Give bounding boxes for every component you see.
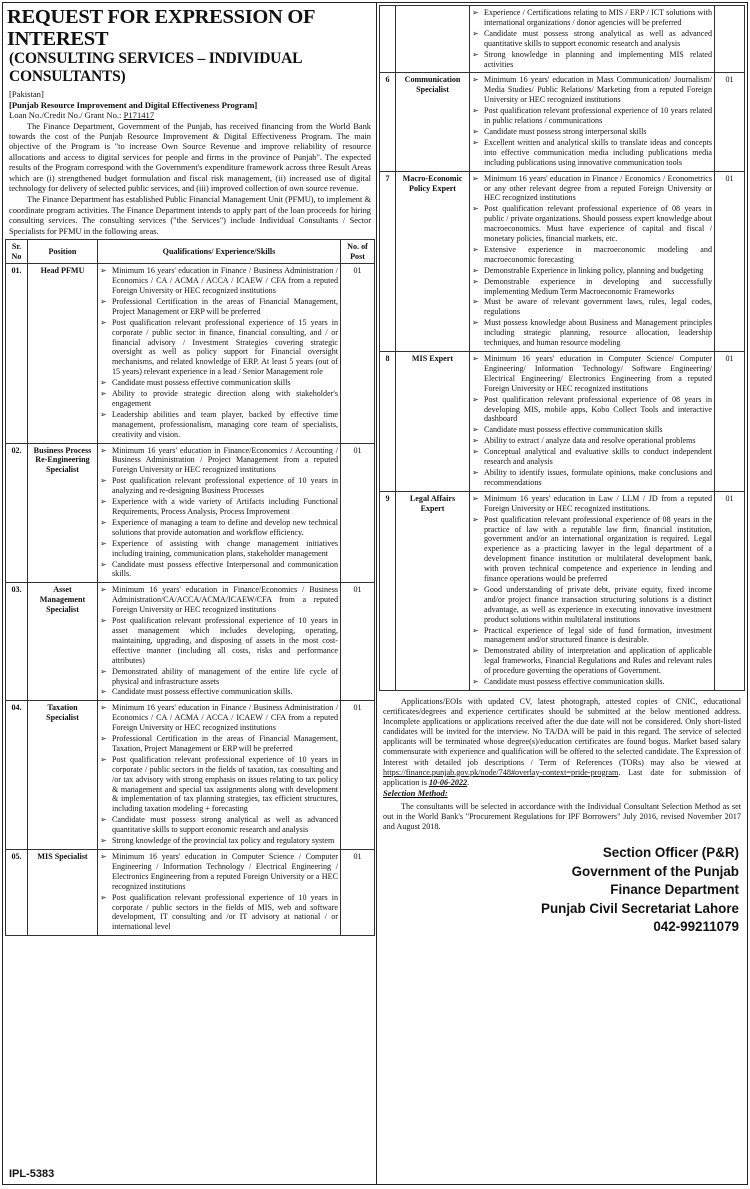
advertisement-page (2, 2, 748, 1185)
row-position: Business Process Re-Engineering Specialist (28, 443, 98, 583)
qualification-item: ➢ Ability to identify issues, formulate opinions, make conclusions and recommendations (472, 468, 712, 488)
qualification-item: ➢ Candidate must possess strong analytical as well as advanced quantitative skills to support economic research and analysis (100, 815, 338, 835)
row-posts (715, 6, 745, 73)
qualification-list (472, 8, 712, 69)
qualification-item: ➢ Experience with a wide variety of Artifacts including Functional Requirements, Process Analysis, Process Improvement (100, 497, 338, 517)
qualification-item: ➢ Post qualification relevant professional experience of 15 years in corporate / public sector in finance, financial consulting, and / or financial advisory / Investment Strategies covering strategic oversight as well as policy support for Financial oversight mechanisms, and related knowledge of ERP. At least 5 years (out of 15 years) relevant experience in a lead / Senior Management role (100, 318, 338, 377)
qualification-list (100, 266, 338, 439)
qualification-item: ➢ Minimum 16 years' education in Finance/Economics / Accounting / Business Administration / Project Management from a reputed Foreign University or HEC recognized institutions (100, 446, 338, 476)
right-column (379, 5, 745, 1182)
qualification-list (100, 585, 338, 697)
header-position: Position (28, 239, 98, 263)
row-sr: 8 (380, 352, 396, 492)
row-sr: 04. (6, 701, 28, 850)
qualification-list (100, 852, 338, 932)
qualification-item: ➢ Must possess knowledge about Business and Management principles including strategic planning, resource allocation, leadership techniques, and human resource modeling (472, 318, 712, 348)
row-sr: 7 (380, 171, 396, 351)
row-posts: 01 (341, 264, 375, 443)
row-sr: 05. (6, 850, 28, 936)
row-position: Communication Specialist (396, 73, 470, 171)
intro-paragraph-1: The Finance Department, Government of the Punjab, has received financing from the World Bank towards the cost of the Punjab Resource Improvement & Digital Effectiveness Program. The main objective of the Program is "to increase Own Source Revenue and improve reliability of resource allocations and access to digital services for people and firms in the province of Punjab". The expected results of the Program correspond with the Government's expenditure framework across three Result Areas which are (i) strengthened budget formulation and fiscal risk management, (ii) increased use of digital technology for delivery of selected public services, and (iii) improved collection of own source revenue. (9, 121, 371, 193)
row-position: Head PFMU (28, 264, 98, 443)
qualification-item: ➢ Candidate must possess effective communication skills (100, 378, 338, 388)
loan-line (9, 110, 371, 121)
positions-table-left (5, 239, 375, 936)
row-position: Macro-Economic Policy Expert (396, 171, 470, 351)
qualification-item: ➢ Candidate must possess effective communication skills. (472, 677, 712, 687)
table-row (6, 583, 375, 701)
qualification-item: ➢ Post qualification relevant professional experience of 10 years in corporate / public sectors in the fields of taxation, tax consulting and /or tax advisory with strong emphasis on issues relating to tax policy & management and special tax assignments along with development & implementation of tax planning strategies, tax efficient structures, including taxation modeling + forecasting (100, 755, 338, 814)
row-posts: 01 (341, 701, 375, 850)
row-position (396, 6, 470, 73)
qualification-item: ➢ Conceptual analytical and evaluative skills to conduct independent research and analysis (472, 447, 712, 467)
row-qualifications (98, 264, 341, 443)
application-instructions: Applications/EOIs with updated CV, latest photograph, attested copies of CNIC, educational certificates/degrees and experience certificates should be submitted at the below mentioned address. Incomplete applications or applications received after the due date will not be considered. Only short-listed candidates will be invited for the interview. No TA/DA will be paid in this regard. The service of selected applicants will be terminated whose degree(s)/education certificates are found bogus. Market based salary commensurate with experience and qualification will be offered to the selected candidate. The Expression of Interest with detailed job descriptions / Term of References (TORs) may also be viewed at https://finance.punjab.gov.pk/node/748#overlay-context=pride-program. Last date for submission of application is 10-06-2022. (383, 697, 741, 787)
qualification-item: ➢ Experience of assisting with change management initiatives including training, communication plans, stakeholder management (100, 539, 338, 559)
qualification-item: ➢ Professional Certification in the areas of Financial Management, Project Management or ERP will be preferred (100, 297, 338, 317)
qualification-item: ➢ Candidate must possess effective communication skills (472, 425, 712, 435)
qualification-item: ➢ Demonstrated ability of interpretation and application of applicable legal frameworks, Financial Regulations and Rules and relevant rules of procedure governing the operations of Government. (472, 646, 712, 676)
signature-line-3: Finance Department (610, 882, 739, 898)
row-posts: 01 (341, 443, 375, 583)
qualification-list (472, 494, 712, 687)
row-position: Asset Management Specialist (28, 583, 98, 701)
qualification-item: ➢ Candidate must possess strong analytical as well as advanced quantitative skills to support economic research and analysis (472, 29, 712, 49)
qualification-item: ➢ Excellent written and analytical skills to translate ideas and concepts into effective communication media including publications media including publications using innovative communication tools (472, 138, 712, 168)
table-row (6, 443, 375, 583)
row-sr: 9 (380, 491, 396, 690)
qualification-item: ➢ Minimum 16 years' education in Computer Science/ Computer Engineering/ Information Technology/ Software Engineering/ Electrical Engineering/ Electronics Engineering from a reputed Foreign University or HEC recognized institutions (472, 354, 712, 394)
table-row (6, 264, 375, 443)
qualification-item: ➢ Demonstrated ability of management of the entire life cycle of physical and infrastructure assets (100, 667, 338, 687)
qualification-item: ➢ Candidate must possess effective Interpersonal and communication skills. (100, 560, 338, 580)
qualification-item: ➢ Extensive experience in macroeconomic modeling and macroeconomic forecasting (472, 245, 712, 265)
table-row (380, 6, 745, 73)
header-qualifications: Qualifications/ Experience/Skills (98, 239, 341, 263)
row-sr: 02. (6, 443, 28, 583)
tor-link[interactable]: https://finance.punjab.gov.pk/node/748#overlay-context=pride-program (383, 767, 619, 777)
qualification-item: ➢ Post qualification relevant professional experience of 10 years related in public relations / communications (472, 106, 712, 126)
row-sr (380, 6, 396, 73)
row-posts: 01 (341, 850, 375, 936)
positions-table-right (379, 5, 745, 691)
row-posts: 01 (715, 73, 745, 171)
qualification-item: ➢ Candidate must possess strong interpersonal skills (472, 127, 712, 137)
signature-block (379, 844, 739, 937)
row-qualifications (98, 443, 341, 583)
qualification-item: ➢ Demonstrable experience in developing and successfully implementing Medium Term Macroeconomic Frameworks (472, 277, 712, 297)
qualification-item: ➢ Minimum 16 years' education in Law / LLM / JD from a reputed Foreign University or HEC recognized institutions. (472, 494, 712, 514)
qualification-item: ➢ Minimum 16 years' education in Mass Communication/ Journalism/ Media Studies/ Public Relations/ Marketing from a reputed Foreign University or HEC recognized institutions (472, 75, 712, 105)
qualification-list (472, 354, 712, 488)
left-column (5, 5, 375, 1182)
qualification-item: ➢ Minimum 16 years' education in Computer Science / Computer Engineering / Information Technology / Electrical Engineering / Electronics Engineering from a reputed Foreign University or a HEC recognized institutions (100, 852, 338, 892)
signature-line-4: Punjab Civil Secretariat Lahore (541, 900, 739, 916)
selection-method-heading: Selection Method: (383, 787, 448, 798)
qualification-item: ➢ Post qualification relevant professional experience of 10 years in asset management which includes developing, operating, maintaining, upgrading, and disposing of assets in the most cost-effective manner (including all costs, risks and performance attributes) (100, 616, 338, 666)
table-row (6, 701, 375, 850)
qualification-item: ➢ Minimum 16 years' education in Finance/Economics / Business Administration/CA/ACCA/ACMA/ICAEW/CFA from a reputed Foreign University or HEC recognized institutions (100, 585, 338, 615)
signature-line-5: 042-99211079 (653, 919, 739, 935)
row-qualifications (470, 352, 715, 492)
row-position: MIS Specialist (28, 850, 98, 936)
table-row (6, 850, 375, 936)
qualification-item: ➢ Professional Certification in the areas of Financial Management, Taxation, Project Management or ERP will be preferred (100, 734, 338, 754)
row-posts: 01 (715, 171, 745, 351)
row-qualifications (470, 73, 715, 171)
row-qualifications (98, 701, 341, 850)
row-posts: 01 (341, 583, 375, 701)
row-qualifications (470, 6, 715, 73)
page-subtitle: (CONSULTING SERVICES – INDIVIDUAL CONSULTANTS) (9, 50, 302, 85)
header-sr: Sr. No (6, 239, 28, 263)
ipl-number: IPL-5383 (9, 1168, 55, 1180)
country-label: [Pakistan] (9, 89, 44, 99)
row-position: Taxation Specialist (28, 701, 98, 850)
qualification-list (100, 703, 338, 846)
program-label: [Punjab Resource Improvement and Digital Effectiveness Program] (9, 99, 258, 110)
row-sr: 6 (380, 73, 396, 171)
qualification-list (472, 75, 712, 167)
qualification-item: ➢ Post qualification relevant professional experience of 08 years in developing MIS, mobile apps, Kobo Collect Tools and interactive dashboard (472, 395, 712, 425)
qualification-item: ➢ Experience of managing a team to define and develop new technical solutions that provide automation and workflow efficiency. (100, 518, 338, 538)
qualification-item: ➢ Candidate must possess effective communication skills. (100, 687, 338, 697)
qualification-item: ➢ Post qualification relevant professional experience of 10 years in analyzing and re-designing Business Processes (100, 476, 338, 496)
loan-number: P171417 (123, 110, 155, 120)
loan-label: Loan No./Credit No./ Grant No.: (9, 110, 124, 120)
qualification-item: ➢ Strong knowledge of the provincial tax policy and regulatory system (100, 836, 338, 846)
table-row (380, 491, 745, 690)
row-posts: 01 (715, 352, 745, 492)
row-posts: 01 (715, 491, 745, 690)
qualification-item: ➢ Post qualification relevant professional experience of 10 years in corporate / public sectors in the fields of MIS, web and software development, IT consulting and /or IT advisory at national / or international level (100, 893, 338, 933)
qualification-item: ➢ Strong knowledge in planning and implementing MIS related activities (472, 50, 712, 70)
qualification-item: ➢ Demonstrable Experience in linking policy, planning and budgeting (472, 266, 712, 276)
qualification-list (472, 174, 712, 348)
last-date: 10-06-2022 (428, 777, 468, 787)
qualification-item: ➢ Good understanding of private debt, private equity, fixed income and/or project finance transaction structuring solutions is a distinct advantage, as well as experience in executing innovative investment product solutions within multilateral institutions (472, 585, 712, 625)
row-qualifications (470, 171, 715, 351)
row-position: Legal Affairs Expert (396, 491, 470, 690)
qualification-item: ➢ Post qualification relevant professional experience of 08 years in the practice of law with a reputable law firm, financial institution, government and/or an international organization is required. Legal experience as a practicing lawyer in the legal department of a development finance institution or multilateral development bank, with proven technical competence and experience in lending and finance operations would be preferred (472, 515, 712, 584)
qualification-item: ➢ Must be aware of relevant government laws, rules, legal codes, regulations (472, 297, 712, 317)
selection-method-text: The consultants will be selected in accordance with the Individual Consultant Selection Method as set out in the World Bank's "Procurement Regulations for IPF Borrowers" July 2016, revised November 2017 and August 2018. (383, 801, 741, 832)
intro-paragraph-2: The Finance Department has established Public Financial Management Unit (PFMU), to implement & coordinate program activities. The Finance Department intends to apply part of the loan proceeds for hiring consulting services. The consulting services ("the Services") include Individual Consultants / Sector Specialists for PFMU in the following areas. (9, 195, 371, 236)
row-qualifications (98, 583, 341, 701)
row-sr: 03. (6, 583, 28, 701)
qualification-item: ➢ Minimum 16 years' education in Finance / Economics / Econometrics or any other relevant degree from a reputed Foreign University or HEC recognized institutions (472, 174, 712, 204)
qualification-list (100, 446, 338, 580)
qualification-item: ➢ Ability to extract / analyze data and resolve operational problems (472, 436, 712, 446)
row-qualifications (470, 491, 715, 690)
qualification-item: ➢ Minimum 16 years' education in Finance / Business Administration / Economics / CA / ACMA / ACCA / ICAEW / CFA from a reputed Foreign University or HEC recognized institutions (100, 266, 338, 296)
qualification-item: ➢ Experience / Certifications relating to MIS / ERP / ICT solutions with international organizations / donor agencies will be preferred (472, 8, 712, 28)
qualification-item: ➢ Post qualification relevant professional experience of 08 years in public / private organizations. Should possess expert knowledge about macroeconomics. Must have experience of capital and fiscal / monetary policies, financial markets, etc. (472, 204, 712, 244)
qualification-item: ➢ Minimum 16 years' education in Finance / Business Administration / Economics / CA / ACMA / ACCA / ICAEW / CFA from a reputed Foreign University or HEC recognized institutions (100, 703, 338, 733)
page-title: REQUEST FOR EXPRESSION OF INTEREST (7, 6, 315, 50)
row-sr: 01. (6, 264, 28, 443)
signature-line-1: Section Officer (P&R) (602, 845, 739, 861)
row-qualifications (98, 850, 341, 936)
table-row (380, 171, 745, 351)
table-row (380, 352, 745, 492)
header-posts: No. of Post (341, 239, 375, 263)
qualification-item: ➢ Ability to provide strategic direction along with stakeholder's engagement (100, 389, 338, 409)
row-position: MIS Expert (396, 352, 470, 492)
signature-line-2: Government of the Punjab (571, 863, 739, 879)
table-row (380, 73, 745, 171)
qualification-item: ➢ Leadership abilities and team player, backed by effective time management, professionalism, managing core team of specialists, creativity and vision. (100, 410, 338, 440)
column-divider (376, 3, 377, 1184)
table-header-row (6, 239, 375, 263)
qualification-item: ➢ Practical experience of legal side of fund formation, investment management and/or structured finance is desirable. (472, 626, 712, 646)
